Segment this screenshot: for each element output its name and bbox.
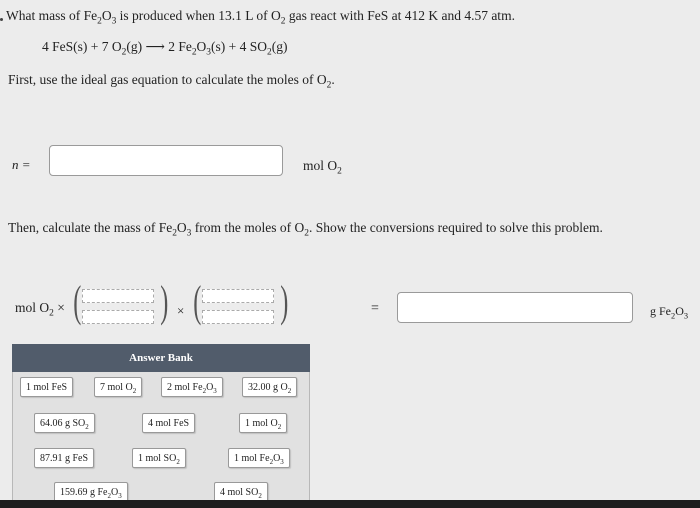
moles-unit-label: mol $O_2$ <box>303 158 342 177</box>
fraction-2-numerator[interactable] <box>202 289 274 303</box>
chip-32-g-o2[interactable]: 32.00 g $O_2$ <box>242 377 297 397</box>
reaction-equation: 4 FeS(s) + 7 $O_2(g)$ ⟶ 2 $Fe_2O_3(s) + 4$ $SO_2(g)$ <box>42 39 288 58</box>
fraction-2-denominator[interactable] <box>202 310 274 324</box>
fraction-1-denominator[interactable] <box>82 310 154 324</box>
chip-1-mol-o2[interactable]: 1 mol $O_2$ <box>239 413 287 433</box>
chip-7-mol-o2[interactable]: 7 mol $O_2$ <box>94 377 142 397</box>
step1-instruction: First, use the ideal gas equation to calculate the moles of $O_2$. <box>8 72 335 91</box>
chip-159-g-fe2o3[interactable]: 159.69 g $Fe_2O_3$ <box>54 482 128 502</box>
chip-1-mol-so2[interactable]: 1 mol $SO_2$ <box>132 448 186 468</box>
mol-o2-label: mol $O_2$ × <box>15 300 65 319</box>
chip-4-mol-fes[interactable]: 4 mol FeS <box>142 413 195 433</box>
chip-1-mol-fes[interactable]: 1 mol FeS <box>20 377 73 397</box>
bottom-edge-bar <box>0 500 700 508</box>
equals-sign: = <box>371 301 379 316</box>
answer-bank-title: Answer Bank <box>12 344 310 372</box>
multiply-sign: × <box>177 303 185 318</box>
fraction-1-numerator[interactable] <box>82 289 154 303</box>
chip-2-mol-fe2o3[interactable]: 2 mol $Fe_2O_3$ <box>161 377 223 397</box>
moles-o2-input[interactable] <box>49 145 283 176</box>
chip-64-g-so2[interactable]: 64.06 g $SO_2$ <box>34 413 95 433</box>
edge-marker <box>0 18 3 21</box>
chip-87-g-fes[interactable]: 87.91 g FeS <box>34 448 94 468</box>
n-label: n = <box>12 157 31 172</box>
mass-result-input[interactable] <box>397 292 633 323</box>
mass-unit-label: g $Fe_2O_3$ <box>650 304 689 321</box>
step2-instruction: Then, calculate the mass of $Fe_2O_3$ from the moles of $O_2$. Show the conversions required to solve this problem. <box>8 220 603 239</box>
close-paren-2: ) <box>280 277 289 326</box>
chip-1-mol-fe2o3[interactable]: 1 mol $Fe_2O_3$ <box>228 448 290 468</box>
open-paren-1: ( <box>73 277 82 326</box>
chip-4-mol-so2[interactable]: 4 mol $SO_2$ <box>214 482 268 502</box>
open-paren-2: ( <box>193 277 202 326</box>
question-text: What mass of $Fe_2O_3$ is produced when 13.1 L of $O_2$ gas react with FeS at 412 K and 4.57 atm. <box>6 8 515 27</box>
close-paren-1: ) <box>160 277 169 326</box>
